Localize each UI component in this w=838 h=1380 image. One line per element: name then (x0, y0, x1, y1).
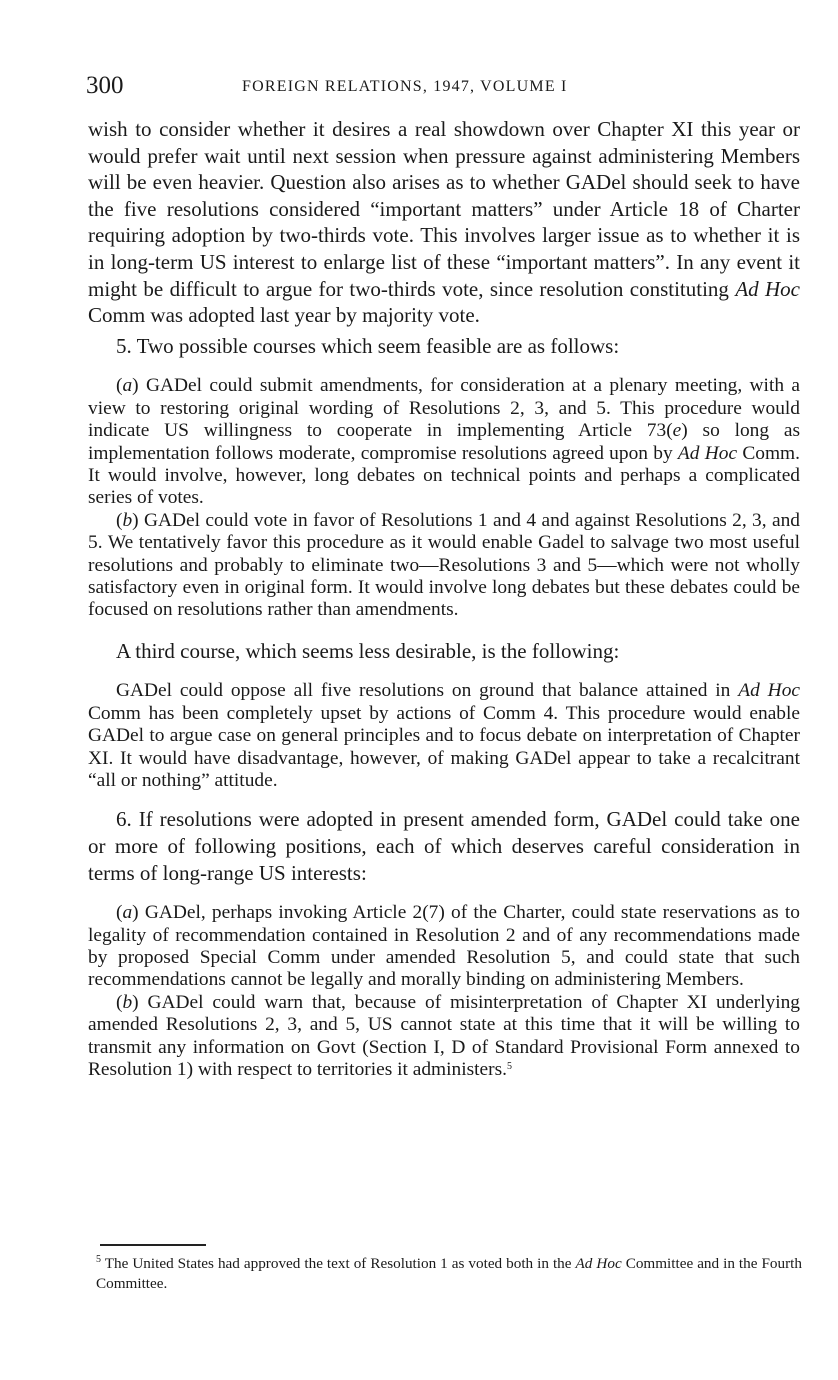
text-run: The United States had approved the text of Resolution 1 as voted both in the (101, 1255, 576, 1272)
item-label: b (122, 991, 133, 1013)
third-course (88, 680, 800, 792)
text-run: wish to consider whether it desires a real showdown over Chapter XI this year or would prefer wait until next session when pressure against administering Members will be even heavier. Question also arises as to whether GADel should seek to have the five resolutions considered “important matters” under Article 18 of Charter requiring adoption by two-thirds vote. This involves larger issue as to whether it is in long-term US interest to enlarge list of these “important matters”. In any event it might be difficult to argue for two-thirds vote, since resolution constituting (88, 117, 800, 301)
page-header (86, 72, 798, 106)
italic-text: Ad Hoc (677, 442, 738, 464)
course-b: (b) GADel could vote in favor of Resolutions 1 and 4 and against Resolutions 2, 3, and 5. We tentatively favor this procedure as it would enable Gadel to salvage two most useful resolutions and probably to eliminate two—Resolutions 3 and 5—which were not wholly satisfactory even in original form. It would involve long debates but these debates could be focused on resolutions rather than amendments. (88, 509, 800, 621)
text-run: GADel could submit amendments, for consideration at a plenary meeting, with a view to restoring original wording of Resolutions 2, 3, and 5. This procedure would indicate US willingness to cooperate in implementing Article 73 (88, 375, 800, 442)
paragraph-5: 5. Two possible courses which seem feasible are as follows: (116, 333, 620, 358)
course-a: (a) GADel could submit amendments, for consideration at a plenary meeting, with a view to restoring original wording of Resolutions 2, 3, and 5. This procedure would indicate US willingness to cooperate in implementing Article 73(e) so long as implementation follows moderate, compromise resolutions agreed upon by Ad Hoc Comm. It would involve, however, long debates on technical points and perhaps a complicated series of votes. (88, 375, 800, 509)
running-title: FOREIGN RELATIONS, 1947, VOLUME I (242, 78, 568, 95)
text-run: GADel could vote in favor of Resolutions 1 and 4 and against Resolutions 2, 3, and 5. We tentatively favor this procedure as it would enable Gadel to salvage two most useful resolutions and probably to eliminate two—Resolutions 3 and 5—which were not wholly satisfactory even in original form. It would involve long debates but these debates could be focused on resolutions rather than amendments. (88, 509, 800, 621)
page-number: 300 (86, 72, 124, 99)
footnote-5 (96, 1254, 802, 1294)
paragraph-6: 6. If resolutions were adopted in present amended form, GADel could take one or more of following positions, each of which deserves careful consideration in terms of long-range US interests: (88, 807, 800, 885)
item-label: b (122, 509, 133, 531)
text-run: Comm has been completely upset by actions of Comm 4. This procedure would enable GADel to argue case on general principles and to focus debate on interpretation of Chapter XI. It would have disadvantage, however, of making GADel appear to take a recalcitrant “all or nothing” attitude. (88, 702, 800, 792)
position-a: (a) GADel, perhaps invoking Article 2(7) of the Charter, could state reservations as to legality of recommendation contained in Resolution 2 and of any recommendations made by proposed Special Comm under amended Resolution 5, and could state that such recommendations cannot be legally and morally binding on administering Members. (88, 902, 800, 991)
text-run: GADel, perhaps invoking Article 2(7) of the Charter, could state reservations as to legality of recommendation contained in Resolution 2 and of any recommendations made by proposed Special Comm under amended Resolution 5, and could state that such recommendations cannot be legally and morally binding on administering Members. (88, 902, 800, 991)
text-run: so long as implementation follows moderate, compromise resolutions agreed upon by (88, 420, 800, 464)
item-label: a (122, 902, 133, 924)
third-course-intro: A third course, which seems less desirable, is the following: (116, 638, 620, 663)
text-run: Comm was adopted last year by majority vote. (88, 303, 480, 328)
text-run: GADel could oppose all five resolutions on ground that balance attained in (116, 680, 739, 702)
italic-text: Ad Hoc (738, 680, 800, 702)
italic-text: Ad Hoc (575, 1255, 622, 1272)
italic-text: Ad Hoc (735, 276, 800, 301)
text-run: Committee and in the Fourth Committee. (96, 1255, 802, 1292)
position-b: (b) GADel could warn that, because of misinterpretation of Chapter XI underlying amended Resolutions 2, 3, and 5, US cannot state at this time that it will be willing to transmit any information on Govt (Section I, D of Standard Provisional Form annexed to Resolution 1) with respect to territories it administers.$^5$ (88, 991, 800, 1081)
text-run: GADel could warn that, because of misinterpretation of Chapter XI underlying amended Resolutions 2, 3, and 5, US cannot state at this time that it will be willing to transmit any information on Govt (Section I, D of Standard Provisional Form annexed to Resolution 1) with respect to territories it administers. (88, 991, 800, 1081)
footnote-marker: 5 (96, 1254, 101, 1265)
italic-text: e (672, 420, 682, 442)
footnote-reference[interactable]: 5 (506, 1061, 512, 1073)
footnote-divider (100, 1244, 206, 1246)
document-body (88, 116, 800, 1081)
paragraph-continuation (88, 116, 800, 329)
text-run: Comm. It would involve, however, long debates on technical points and perhaps a complicated series of votes. (88, 442, 800, 509)
item-label: a (122, 375, 133, 397)
